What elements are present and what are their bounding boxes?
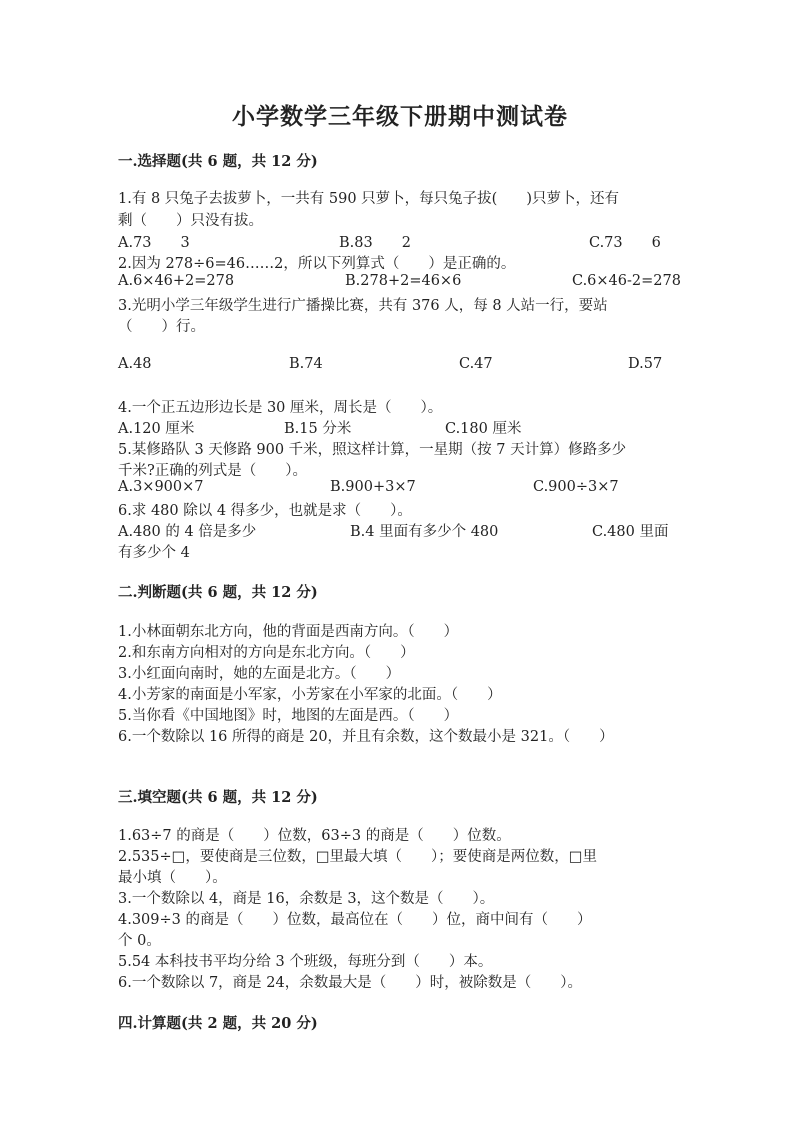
question-5-option-b: B.900+3×7 (330, 479, 416, 495)
judge-item-6: 6.一个数除以 16 所得的商是 20，并且有余数，这个数最小是 321。（ ） (118, 729, 614, 745)
question-5-line-1: 5.某修路队 3 天修路 900 千米，照这样计算，一星期（按 7 天计算）修路多少 (118, 442, 627, 458)
question-2-line-1: 2.因为 278÷6=46……2，所以下列算式（ ）是正确的。 (118, 256, 516, 272)
question-3-option-d: D.57 (628, 356, 663, 372)
judge-item-2: 2.和东南方向相对的方向是东北方向。（ ） (118, 645, 415, 661)
question-4-line-1: 4.一个正五边形边长是 30 厘米，周长是（ ）。 (118, 400, 443, 416)
question-4-option-c: C.180 厘米 (445, 421, 522, 437)
question-6-line-3: 有多少个 4 (118, 545, 190, 561)
page-title: 小学数学三年级下册期中测试卷 (232, 103, 568, 130)
question-5-line-2: 千米?正确的列式是（ ）。 (118, 463, 308, 479)
fill-line-5: 4.309÷3 的商是（ ）位数，最高位在（ ）位，商中间有（ ） (118, 912, 592, 928)
section-heading-calculation: 四.计算题(共 2 题，共 20 分) (118, 1015, 318, 1032)
fill-line-1: 1.63÷7 的商是（ ）位数，63÷3 的商是（ ）位数。 (118, 828, 511, 844)
question-1-line-2: 剩（ ）只没有拔。 (118, 213, 263, 229)
fill-line-3: 最小填（ ）。 (118, 870, 227, 886)
section-heading-fill-blank: 三.填空题(共 6 题，共 12 分) (118, 789, 318, 806)
question-6-option-b: B.4 里面有多少个 480 (350, 524, 499, 540)
fill-line-4: 3.一个数除以 4，商是 16，余数是 3，这个数是（ ）。 (118, 891, 495, 907)
question-2-option-c: C.6×46-2=278 (572, 273, 681, 289)
question-6-line-1: 6.求 480 除以 4 得多少，也就是求（ ）。 (118, 503, 412, 519)
fill-line-8: 6.一个数除以 7，商是 24，余数最大是（ ）时，被除数是（ ）。 (118, 975, 582, 991)
question-4-option-a: A.120 厘米 (118, 421, 195, 437)
question-3-line-2: （ ）行。 (118, 319, 205, 335)
fill-line-6: 个 0。 (118, 933, 161, 949)
question-1-option-a: A.73 3 (118, 235, 190, 251)
question-3-option-c: C.47 (459, 356, 493, 372)
judge-item-4: 4.小芳家的南面是小军家，小芳家在小军家的北面。（ ） (118, 687, 502, 703)
question-6-option-a: A.480 的 4 倍是多少 (118, 524, 257, 540)
question-3-line-1: 3.光明小学三年级学生进行广播操比赛，共有 376 人，每 8 人站一行，要站 (118, 298, 608, 314)
judge-item-5: 5.当你看《中国地图》时，地图的左面是西。（ ） (118, 708, 459, 724)
question-1-option-c: C.73 6 (589, 235, 661, 251)
fill-line-2: 2.535÷□，要使商是三位数，□里最大填（ ）；要使商是两位数，□里 (118, 849, 598, 865)
question-1-option-b: B.83 2 (339, 235, 411, 251)
section-heading-judgement: 二.判断题(共 6 题，共 12 分) (118, 584, 318, 601)
question-3-option-a: A.48 (118, 356, 152, 372)
section-heading-choice: 一.选择题(共 6 题，共 12 分) (118, 153, 318, 170)
judge-item-3: 3.小红面向南时，她的左面是北方。（ ） (118, 666, 401, 682)
fill-line-7: 5.54 本科技书平均分给 3 个班级，每班分到（ ）本。 (118, 954, 493, 970)
question-5-option-c: C.900÷3×7 (533, 479, 619, 495)
question-5-option-a: A.3×900×7 (118, 479, 204, 495)
question-2-option-a: A.6×46+2=278 (118, 273, 235, 289)
question-1-line-1: 1.有 8 只兔子去拔萝卜，一共有 590 只萝卜，每只兔子拔( )只萝卜，还有 (118, 191, 619, 207)
judge-item-1: 1.小林面朝东北方向，他的背面是西南方向。（ ） (118, 624, 459, 640)
question-4-option-b: B.15 分米 (284, 421, 352, 437)
question-3-option-b: B.74 (289, 356, 323, 372)
question-6-option-c: C.480 里面 (592, 524, 669, 540)
question-2-option-b: B.278+2=46×6 (345, 273, 462, 289)
